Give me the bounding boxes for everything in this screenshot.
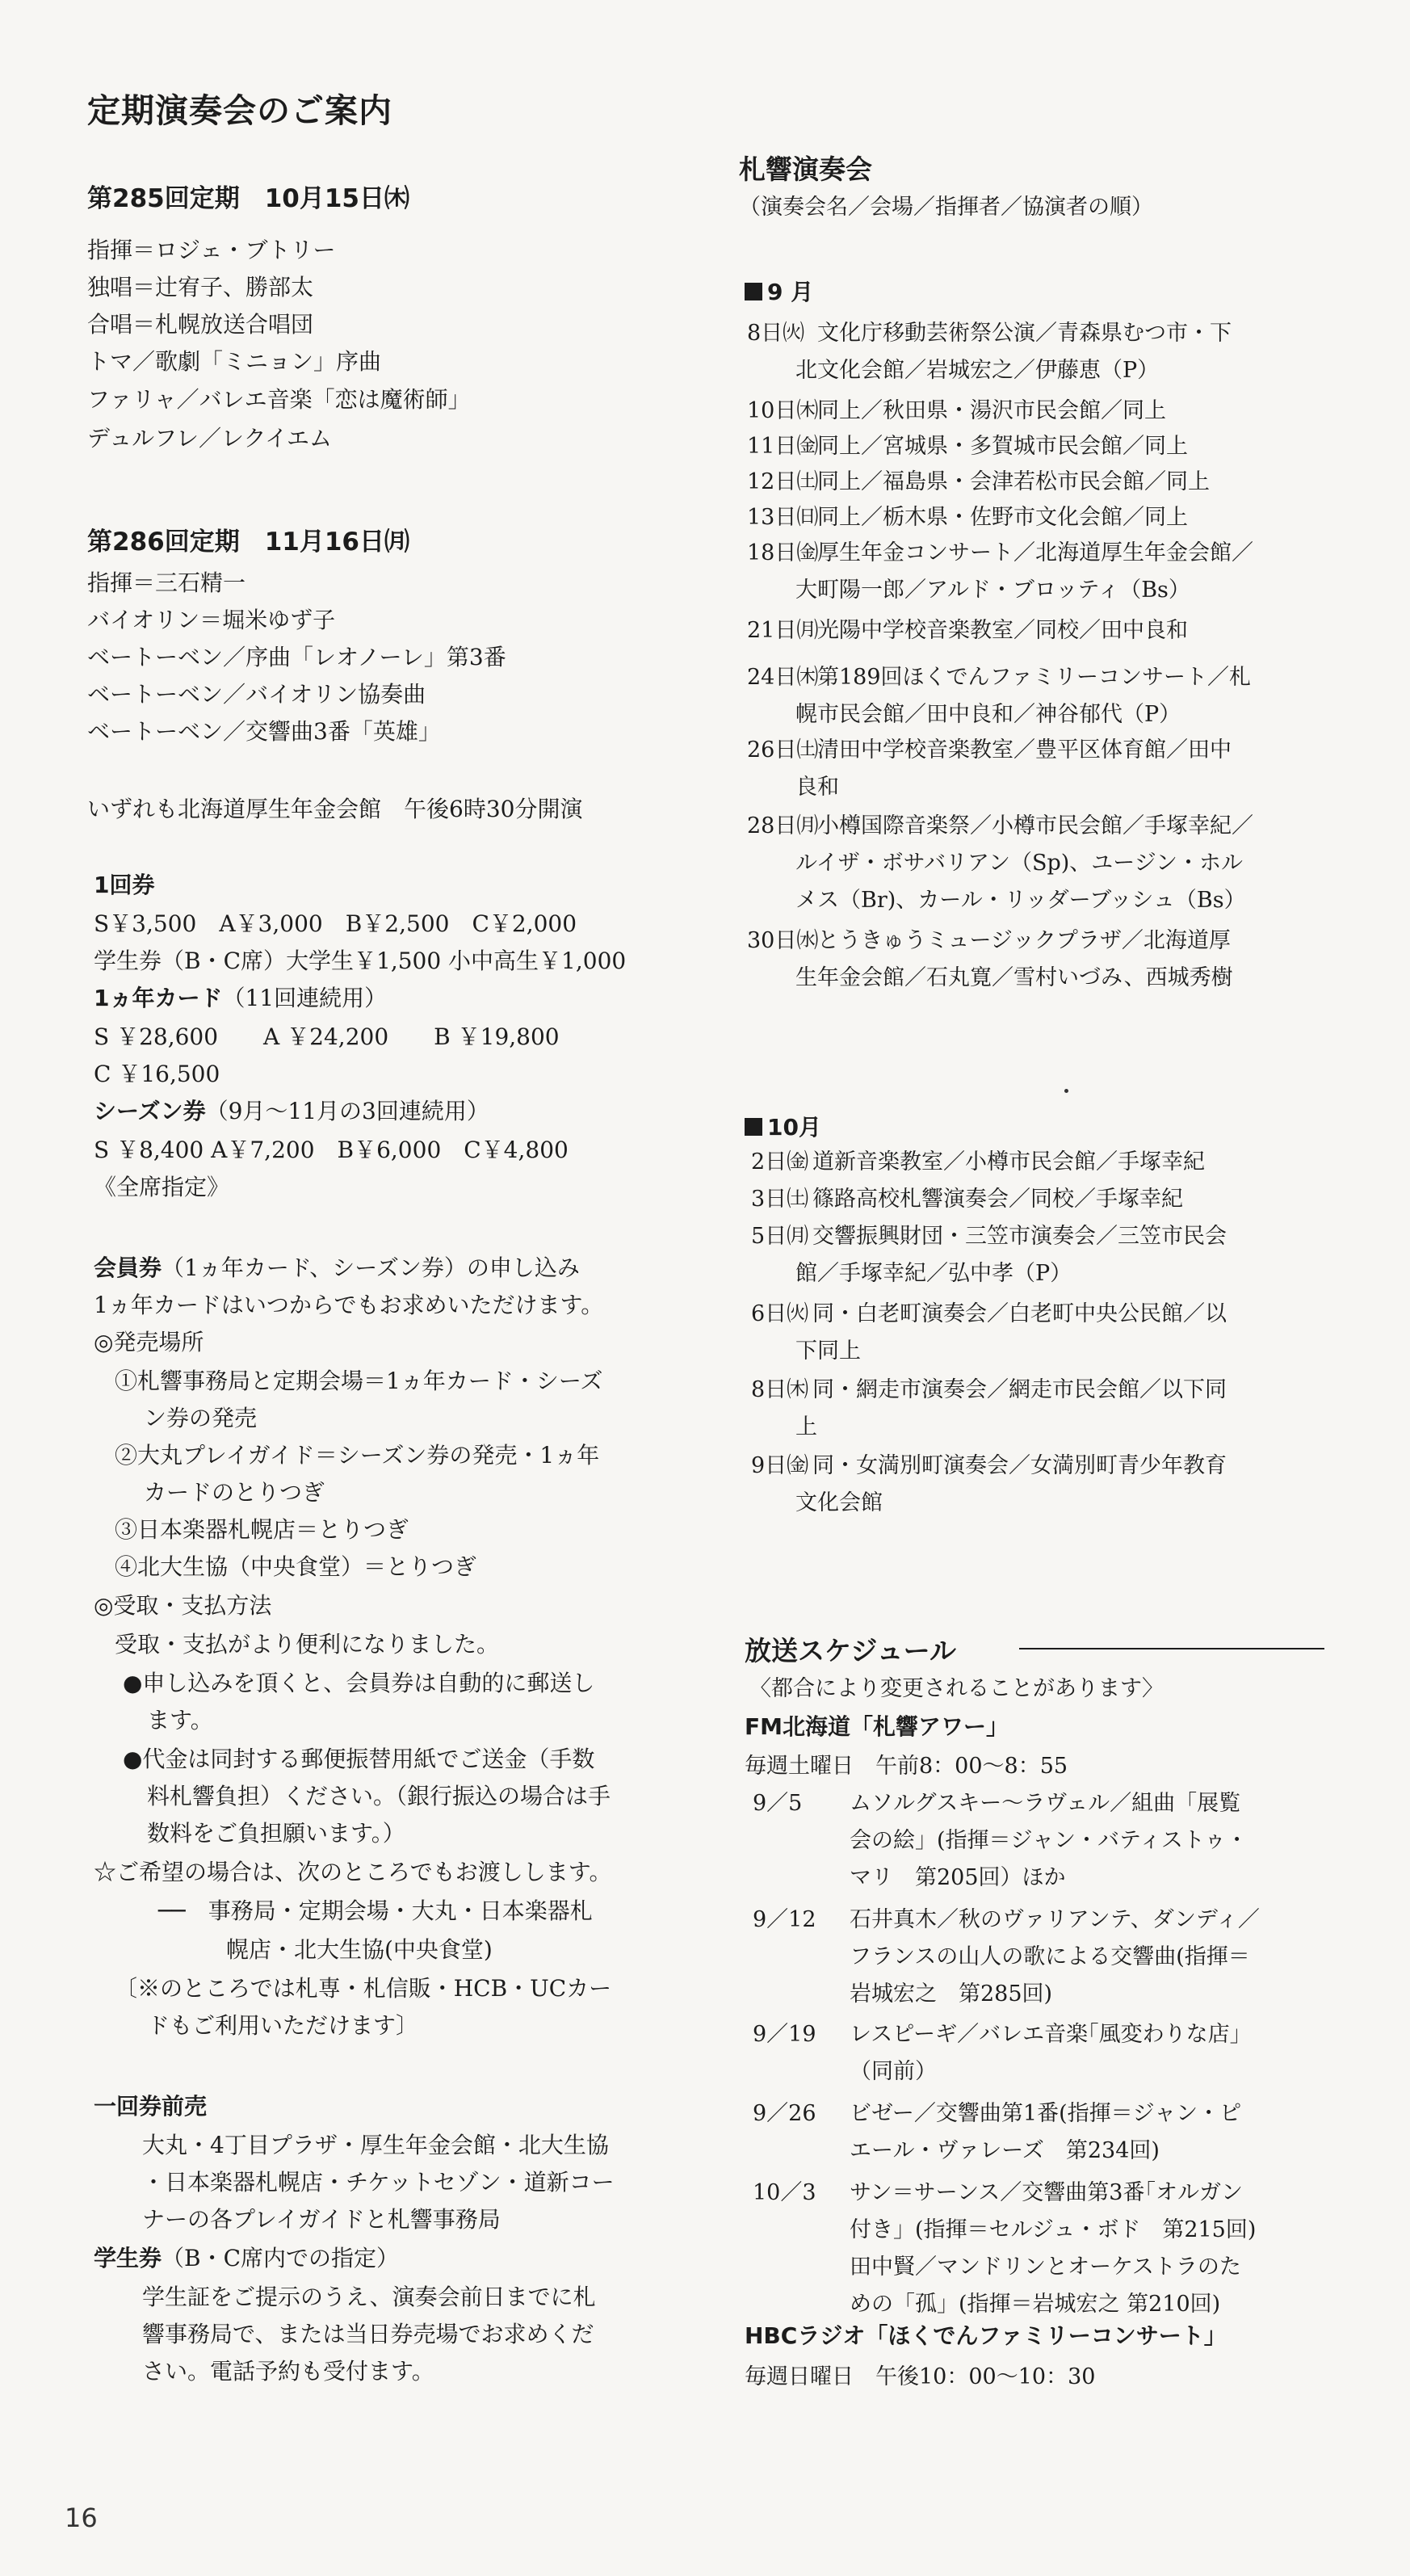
concert-line: 下同上	[795, 1338, 861, 1364]
concert-line: 光陽中学校音楽教室／同校／田中良和	[817, 618, 1188, 643]
concert-286-line: ベートーベン／交響曲3番「英雄」	[87, 718, 441, 745]
concert-line: 同・女満別町演奏会／女満別町青少年教育	[812, 1453, 1227, 1478]
page-title: 定期演奏会のご案内	[87, 91, 392, 130]
broadcast-line: ビゼー／交響曲第1番(指揮＝ジャン・ピ	[850, 2101, 1242, 2126]
membership-line: 受取・支払がより便利になりました。	[115, 1631, 500, 1658]
annual-card-heading-row	[94, 981, 387, 1013]
broadcast-line: めの「孤」(指揮＝岩城宏之 第210回)	[850, 2292, 1221, 2317]
concert-286-heading: 第286回定期 11月16日㈪	[87, 527, 409, 557]
single-ticket-heading: 1回券	[94, 872, 155, 898]
concert-line: 幌市民会館／田中良和／神谷郁代（P）	[795, 702, 1181, 727]
concert-286-line: ベートーベン／序曲「レオノーレ」第3番	[87, 644, 506, 670]
concert-286-line: 指揮＝三石精一	[87, 569, 246, 596]
concert-date: 24日㈭	[747, 665, 819, 690]
concert-line: 上	[795, 1414, 817, 1439]
concert-line: 厚生年金コンサート／北海道厚生年金会館／	[817, 540, 1253, 565]
concert-line: 文化会館	[795, 1490, 883, 1515]
presale-heading: 一回券前売	[94, 2093, 208, 2120]
concert-line: ルイザ・ボサバリアン（Sp)、ユージン・ホル	[795, 851, 1244, 876]
october-heading: 10月	[745, 1110, 821, 1142]
membership-line: ①札響事務局と定期会場＝1ヵ年カード・シーズ	[115, 1368, 603, 1394]
broadcast-line: マリ 第205回）ほか	[850, 1865, 1066, 1890]
concert-date: 3日㈯	[751, 1187, 809, 1212]
membership-heading: 会員券	[94, 1254, 162, 1281]
hbc-heading: HBCラジオ「ほくでんファミリーコンサート」	[745, 2322, 1227, 2349]
concert-line: 同上／秋田県・湯沢市民会館／同上	[817, 398, 1166, 423]
membership-heading-row	[94, 1250, 580, 1283]
membership-line: ●申し込みを頂くと、会員券は自動的に郵送し	[123, 1670, 595, 1696]
annual-card-heading: 1ヵ年カード	[94, 985, 223, 1011]
concert-line: 同上／福島県・会津若松市民会館／同上	[817, 469, 1210, 494]
season-ticket-sub: （9月～11月の3回連続用）	[205, 1098, 489, 1124]
student-ticket-prices: 学生券（B・C席）大学生￥1,500 小中高生￥1,000	[94, 948, 627, 974]
membership-line: ②大丸プレイガイド＝シーズン券の発売・1ヵ年	[115, 1442, 600, 1469]
broadcast-line: レスピーギ／バレエ音楽｢風変わりな店」	[850, 2022, 1252, 2047]
fm-heading: FM北海道「札響アワー」	[745, 1713, 1009, 1740]
student-line: 響事務局で、または当日券売場でお求めくだ	[142, 2321, 594, 2347]
membership-line: ◎発売場所	[94, 1329, 204, 1355]
concert-line: 第189回ほくでんファミリーコンサート／札	[817, 665, 1251, 690]
heading-rule	[1019, 1648, 1324, 1649]
sakkyo-sub: （演奏会名／会場／指揮者／協演者の順）	[739, 195, 1153, 220]
concert-line: 北文化会館／岩城宏之／伊藤恵（P）	[795, 358, 1160, 383]
broadcast-heading: 放送スケジュール	[745, 1635, 957, 1666]
broadcast-line: （同前）	[850, 2059, 937, 2084]
membership-line: 〔※のところでは札専・札信販・HCB・UCカー	[115, 1975, 612, 2002]
concert-date: 18日㈮	[747, 540, 819, 565]
broadcast-note: 〈都合により変更されることがあります〉	[749, 1676, 1164, 1701]
broadcast-line: 付き」(指揮＝セルジュ・ボド 第215回)	[850, 2217, 1257, 2242]
membership-line: ●代金は同封する郵便振替用紙でご送金（手数	[123, 1746, 595, 1772]
concert-line: とうきゅうミュージックプラザ／北海道厚	[817, 928, 1231, 953]
concert-285-line: 独唱＝辻宥子、勝部太	[87, 274, 314, 300]
concert-line: 良和	[795, 775, 839, 800]
membership-line: 1ヵ年カードはいつからでもお求めいただけます。	[94, 1292, 604, 1318]
student-line: 学生証をご提示のうえ、演奏会前日までに札	[142, 2284, 596, 2310]
broadcast-line: サン＝サーンス／交響曲第3番｢オルガン	[850, 2180, 1243, 2205]
broadcast-date: 9／12	[753, 1907, 816, 1932]
concert-line: 生年金会館／石丸寛／雪村いづみ、西城秀樹	[795, 965, 1233, 990]
concert-line: 大町陽一郎／アルド・ブロッティ（Bs）	[795, 578, 1190, 603]
membership-line: ドもご利用いただけます〕	[147, 2012, 419, 2039]
concert-285-line: 合唱＝札幌放送合唱団	[87, 311, 314, 338]
concert-285-line: ファリャ／バレエ音楽「恋は魔術師」	[87, 386, 471, 413]
concert-285-line: トマ／歌劇「ミニョン」序曲	[87, 348, 382, 375]
concert-line: 道新音楽教室／小樽市民会館／手塚幸紀	[812, 1149, 1205, 1175]
annual-card-sub: （11回連続用）	[222, 985, 388, 1011]
concert-line: 同上／宮城県・多賀城市民会館／同上	[817, 434, 1188, 459]
membership-line: 数料をご負担願います。）	[147, 1820, 405, 1847]
broadcast-line: 会の絵」(指揮＝ジャン・バティストゥ・	[850, 1828, 1248, 1853]
presale-line: 大丸・4丁目プラザ・厚生年金会館・北大生協	[142, 2132, 609, 2158]
season-ticket-heading-row	[94, 1094, 489, 1126]
fm-time: 毎週土曜日 午前8：00～8：55	[745, 1754, 1068, 1779]
square-bullet-icon	[745, 1118, 762, 1136]
concert-line: 同上／栃木県・佐野市文化会館／同上	[817, 505, 1188, 530]
concert-date: 5日㈪	[751, 1224, 809, 1249]
membership-line: ④北大生協（中央食堂）＝とりつぎ	[115, 1553, 477, 1580]
broadcast-line: エール・ヴァレーズ 第234回)	[850, 2138, 1160, 2163]
membership-line: ☆ご希望の場合は、次のところでもお渡しします。	[94, 1859, 612, 1885]
season-ticket-prices: S ￥8,400 A￥7,200 B￥6,000 C￥4,800	[94, 1137, 569, 1163]
concert-line: 小樽国際音楽祭／小樽市民会館／手塚幸紀／	[817, 813, 1253, 838]
broadcast-line: 岩城宏之 第285回)	[850, 1981, 1053, 2007]
broadcast-line: ムソルグスキー～ラヴェル／組曲「展覧	[850, 1791, 1241, 1816]
stray-dot	[1064, 1089, 1068, 1093]
broadcast-line: フランスの山人の歌による交響曲(指揮＝	[850, 1944, 1250, 1969]
presale-line: ナーの各プレイガイドと札響事務局	[142, 2206, 501, 2233]
concert-date: 12日㈯	[747, 469, 819, 494]
hbc-time: 毎週日曜日 午後10：00～10：30	[745, 2364, 1096, 2389]
concert-285-heading: 第285回定期 10月15日㈭	[87, 184, 409, 213]
membership-line: ── 事務局・定期会場・大丸・日本楽器札	[158, 1897, 593, 1924]
broadcast-line: 石井真木／秋のヴァリアンテ、ダンディ／	[850, 1907, 1260, 1932]
broadcast-date: 9／5	[753, 1791, 803, 1816]
concert-date: 28日㈪	[747, 813, 819, 838]
concert-date: 11日㈮	[747, 434, 819, 459]
student-heading-row	[94, 2241, 399, 2273]
membership-line: ◎受取・支払方法	[94, 1592, 272, 1619]
membership-heading-rest: （1ヵ年カード、シーズン券）の申し込み	[162, 1254, 580, 1281]
membership-line: ③日本楽器札幌店＝とりつぎ	[115, 1516, 409, 1543]
broadcast-date: 9／26	[753, 2101, 816, 2126]
single-ticket-prices: S￥3,500 A￥3,000 B￥2,500 C￥2,000	[94, 910, 577, 937]
annual-card-prices-c: C ￥16,500	[94, 1061, 220, 1087]
student-line: さい。電話予約も受付ます。	[142, 2358, 434, 2385]
presale-line: ・日本楽器札幌店・チケットセゾン・道新コー	[142, 2169, 615, 2196]
venue-note: いずれも北海道厚生年金会館 午後6時30分開演	[87, 796, 583, 822]
annual-card-prices: S ￥28,600 A ￥24,200 B ￥19,800	[94, 1023, 560, 1050]
membership-line: カードのとりつぎ	[144, 1479, 325, 1506]
concert-date: 6日㈫	[751, 1301, 809, 1326]
concert-line: 館／手塚幸紀／弘中孝（P）	[795, 1261, 1072, 1286]
concert-date: 8日㈭	[751, 1377, 809, 1402]
concert-date: 2日㈮	[751, 1149, 809, 1175]
all-reserved-note: 《全席指定》	[94, 1174, 230, 1200]
student-heading: 学生券	[94, 2245, 162, 2271]
membership-line: ン券の発売	[144, 1405, 258, 1431]
concert-line: 清田中学校音楽教室／豊平区体育館／田中	[817, 738, 1232, 763]
concert-date: 13日㈰	[747, 505, 819, 530]
concert-285-line: デュルフレ／レクイエム	[87, 425, 332, 452]
concert-date: 26日㈯	[747, 738, 819, 763]
square-bullet-icon	[745, 283, 762, 300]
concert-286-line: バイオリン＝堀米ゆず子	[87, 607, 336, 633]
sakkyo-heading: 札響演奏会	[739, 153, 872, 185]
concert-285-line: 指揮＝ロジェ・ブトリー	[87, 237, 336, 263]
concert-line: 篠路高校札響演奏会／同校／手塚幸紀	[812, 1187, 1183, 1212]
concert-line: 交響振興財団・三笠市演奏会／三笠市民会	[812, 1224, 1227, 1249]
concert-date: 10日㈭	[747, 398, 819, 423]
concert-line: 同・網走市演奏会／網走市民会館／以下同	[812, 1377, 1227, 1402]
membership-line: ます。	[147, 1707, 213, 1733]
broadcast-date: 9／19	[753, 2022, 816, 2047]
broadcast-date: 10／3	[753, 2180, 816, 2205]
concert-date: 9日㈮	[751, 1453, 809, 1478]
concert-line: メス（Br)、カール・リッダーブッシュ（Bs）	[795, 888, 1246, 913]
concert-date: 21日㈪	[747, 618, 819, 643]
concert-date: 8日㈫	[747, 321, 805, 346]
concert-line: 文化庁移動芸術祭公演／青森県むつ市・下	[817, 321, 1232, 346]
concert-line: 同・白老町演奏会／白老町中央公民館／以	[812, 1301, 1227, 1326]
membership-line: 料札響負担）ください。（銀行振込の場合は手	[147, 1783, 611, 1809]
september-heading: 9 月	[745, 275, 813, 307]
concert-286-line: ベートーベン／バイオリン協奏曲	[87, 681, 426, 708]
season-ticket-heading: シーズン券	[94, 1098, 206, 1124]
concert-date: 30日㈬	[747, 928, 819, 953]
broadcast-line: 田中賢／マンドリンとオーケストラのた	[850, 2255, 1241, 2280]
student-heading-rest: （B・C席内での指定）	[162, 2245, 400, 2271]
page-number: 16	[65, 2502, 98, 2533]
membership-line: 幌店・北大生協(中央食堂)	[226, 1936, 493, 1963]
